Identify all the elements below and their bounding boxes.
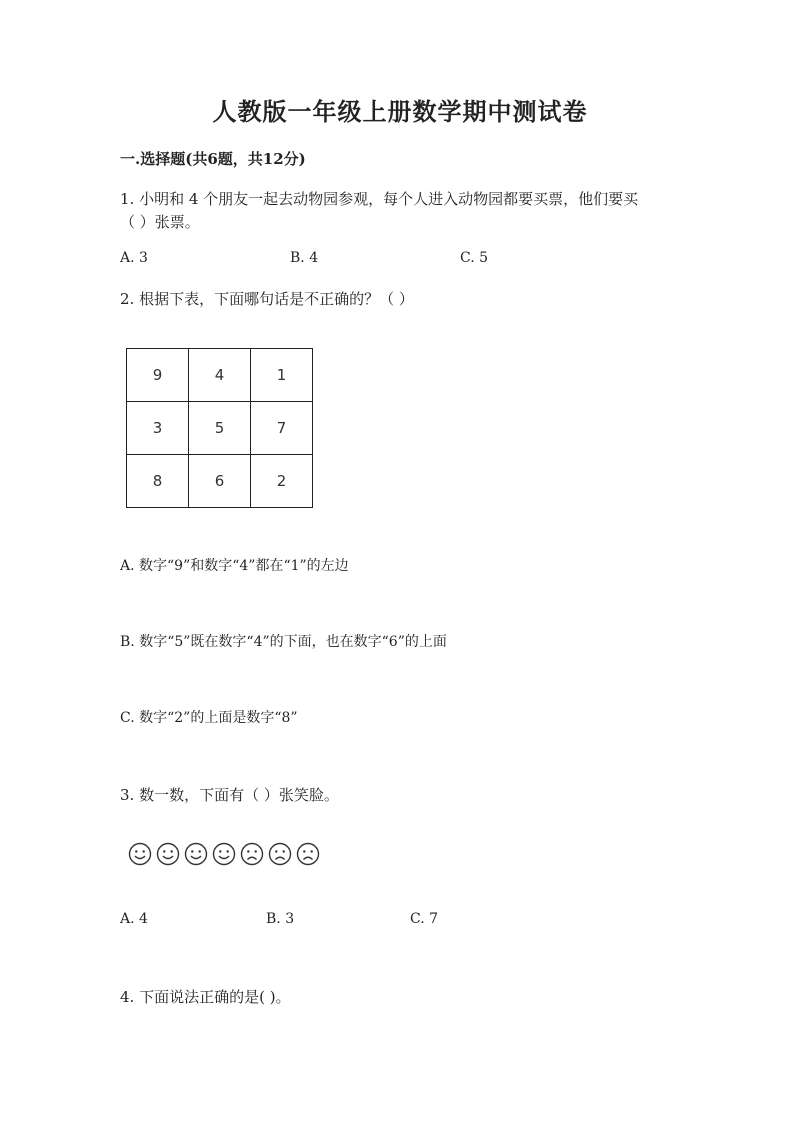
number-grid-table bbox=[126, 348, 313, 508]
grid-cell: 9 bbox=[127, 349, 189, 402]
grid-cell: 8 bbox=[127, 455, 189, 508]
grid-cell: 1 bbox=[251, 349, 313, 402]
page-title: 人教版一年级上册数学期中测试卷 bbox=[212, 97, 588, 126]
grid-cell: 6 bbox=[189, 455, 251, 508]
question-1-option-c: C. 5 bbox=[460, 250, 489, 266]
table-row bbox=[127, 349, 313, 402]
question-2-option-a: A. 数字“9”和数字“4”都在“1”的左边 bbox=[120, 558, 349, 574]
frowny-face-icon bbox=[268, 842, 292, 866]
question-2-option-b: B. 数字“5”既在数字“4”的下面，也在数字“6”的上面 bbox=[120, 634, 447, 650]
frowny-face-icon bbox=[296, 842, 320, 866]
smiley-face-icon bbox=[128, 842, 152, 866]
question-4-text: 4. 下面说法正确的是( )。 bbox=[120, 988, 291, 1006]
grid-cell: 5 bbox=[189, 402, 251, 455]
question-2-option-c: C. 数字“2”的上面是数字“8” bbox=[120, 710, 298, 726]
question-1-text: 1. 小明和 4 个朋友一起去动物园参观，每个人进入动物园都要买票，他们要买 bbox=[120, 190, 639, 208]
smiley-face-icon bbox=[184, 842, 208, 866]
grid-cell: 3 bbox=[127, 402, 189, 455]
faces-row bbox=[128, 842, 320, 866]
question-2-text: 2. 根据下表，下面哪句话是不正确的？（ ） bbox=[120, 290, 414, 308]
question-1-option-b: B. 4 bbox=[290, 250, 319, 266]
grid-cell: 4 bbox=[189, 349, 251, 402]
frowny-face-icon bbox=[240, 842, 264, 866]
table-row bbox=[127, 402, 313, 455]
question-3-option-a: A. 4 bbox=[120, 911, 148, 927]
smiley-face-icon bbox=[156, 842, 180, 866]
question-1-text-line2: （ ）张票。 bbox=[120, 213, 200, 231]
question-3-option-b: B. 3 bbox=[266, 911, 295, 927]
question-1-option-a: A. 3 bbox=[120, 250, 148, 266]
grid-cell: 7 bbox=[251, 402, 313, 455]
smiley-face-icon bbox=[212, 842, 236, 866]
question-3-text: 3. 数一数，下面有（ ）张笑脸。 bbox=[120, 786, 339, 804]
table-row bbox=[127, 455, 313, 508]
question-3-option-c: C. 7 bbox=[410, 911, 439, 927]
section-heading: 一.选择题(共6题，共12分) bbox=[120, 150, 306, 168]
grid-cell: 2 bbox=[251, 455, 313, 508]
